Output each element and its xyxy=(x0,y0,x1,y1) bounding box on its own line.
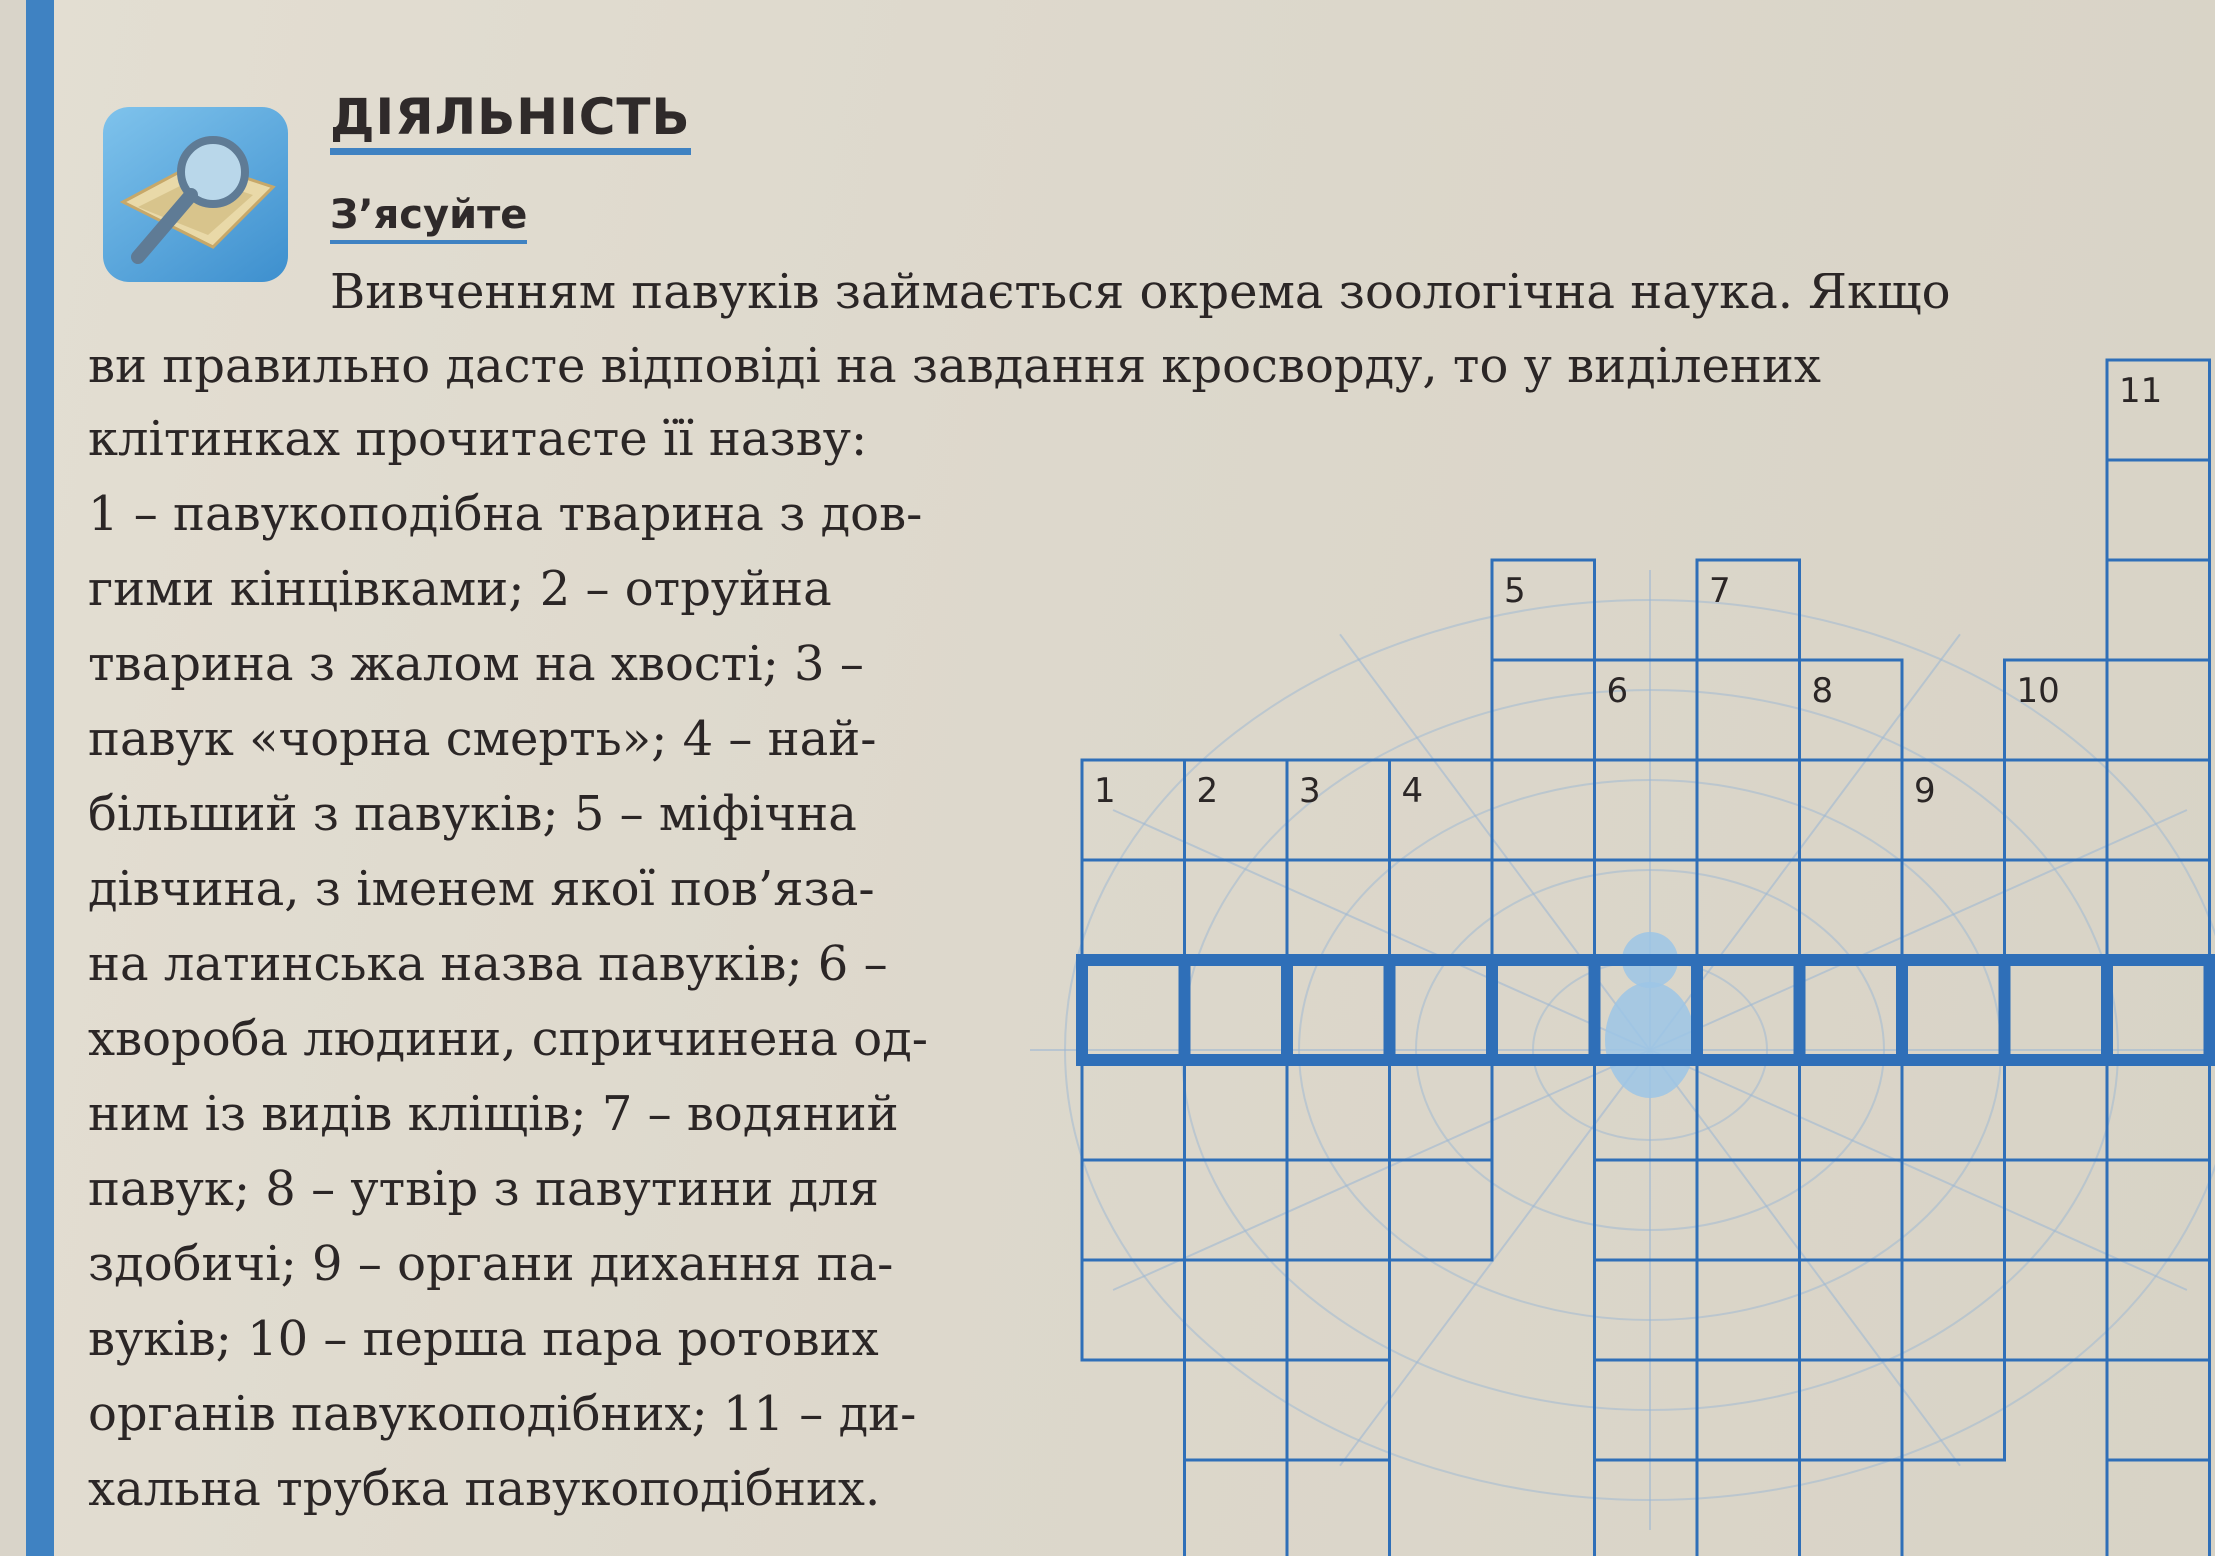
intro-line: Вивченням павуків займається окрема зоологічна наука. Якщо xyxy=(330,264,1951,320)
crossword-cell xyxy=(1800,760,1903,860)
crossword-cell xyxy=(1082,1060,1185,1160)
clue-number: 4 xyxy=(1401,771,1424,811)
clue-number: 6 xyxy=(1606,671,1629,711)
crossword-cell xyxy=(1697,1160,1800,1260)
section-heading: ДІЯЛЬНІСТЬ xyxy=(330,88,691,155)
crossword-cell xyxy=(2107,960,2210,1060)
clue-line: вуків; 10 – перша пара ротових xyxy=(88,1311,879,1367)
crossword-cell xyxy=(2005,960,2108,1060)
crossword-cell xyxy=(1287,1060,1390,1160)
clue-line: дівчина, з іменем якої пов’яза- xyxy=(88,861,875,917)
crossword-cell xyxy=(1800,1060,1903,1160)
clue-number: 8 xyxy=(1811,671,1834,711)
clue-number: 2 xyxy=(1196,771,1219,811)
clue-line: гими кінцівками; 2 – отруйна xyxy=(88,561,832,617)
crossword-cell xyxy=(1697,760,1800,860)
clue-line: тварина з жалом на хвості; 3 – xyxy=(88,636,864,692)
highlighted-cell xyxy=(2005,960,2108,1060)
intro-line: ви правильно дасте відповіді на завдання кросворду, то у виділених xyxy=(88,338,1821,394)
task-title: З’ясуйте xyxy=(330,192,527,244)
crossword-cell xyxy=(1390,860,1493,960)
crossword-cell xyxy=(1595,1160,1698,1260)
crossword-cell xyxy=(2107,1360,2210,1460)
crossword-cell xyxy=(2107,1160,2210,1260)
crossword-cell xyxy=(1800,960,1903,1060)
clue-line: хвороба людини, спричинена од- xyxy=(88,1011,928,1067)
clue-line: хальна трубка павукоподібних. xyxy=(88,1461,881,1517)
crossword-cell xyxy=(2005,760,2108,860)
clue-number: 1 xyxy=(1094,771,1116,811)
crossword-cell xyxy=(2107,1060,2210,1160)
crossword-cell xyxy=(2107,660,2210,760)
crossword-cell xyxy=(1902,1060,2005,1160)
crossword-cell xyxy=(1185,1460,1288,1556)
clue-line: 1 – павукоподібна тварина з дов- xyxy=(88,486,923,542)
clue-line: павук «чорна смерть»; 4 – най- xyxy=(88,711,877,767)
crossword-cell xyxy=(1185,860,1288,960)
crossword-cell xyxy=(1082,960,1185,1060)
crossword-cell xyxy=(1800,1260,1903,1360)
crossword-cell xyxy=(2005,1060,2108,1160)
crossword-cell xyxy=(1595,1260,1698,1360)
crossword-cell xyxy=(1492,860,1595,960)
crossword-cell xyxy=(1287,1260,1390,1360)
crossword-cell xyxy=(1492,960,1595,1060)
clue-line: більший з павуків; 5 – міфічна xyxy=(88,786,857,842)
crossword-cell xyxy=(1082,1260,1185,1360)
clue-line: павук; 8 – утвір з павутини для xyxy=(88,1161,879,1217)
crossword-cell xyxy=(1185,1160,1288,1260)
crossword-cell xyxy=(1902,1160,2005,1260)
crossword-cell xyxy=(1697,660,1800,760)
crossword-cell xyxy=(1800,1160,1903,1260)
web-thread xyxy=(1113,1050,1650,1290)
clue-number: 10 xyxy=(2016,671,2060,711)
crossword-cell xyxy=(1697,960,1800,1060)
crossword-cell xyxy=(1185,1260,1288,1360)
crossword-cell xyxy=(2107,760,2210,860)
spider-body xyxy=(1605,982,1695,1098)
crossword-cell xyxy=(1185,960,1288,1060)
highlighted-cell xyxy=(1492,960,1595,1060)
crossword-cell xyxy=(1185,1360,1288,1460)
crossword-cell xyxy=(1082,1160,1185,1260)
crossword-cell xyxy=(2107,860,2210,960)
crossword-cell xyxy=(1697,1360,1800,1460)
highlighted-cell xyxy=(1800,960,1903,1060)
clue-number: 5 xyxy=(1504,571,1526,611)
crossword-cell xyxy=(1697,1460,1800,1556)
crossword-cell xyxy=(2107,1460,2210,1556)
crossword-cell xyxy=(1082,860,1185,960)
crossword-cell xyxy=(1390,1060,1493,1160)
crossword-cell xyxy=(1390,1160,1493,1260)
crossword-cell xyxy=(1287,1360,1390,1460)
highlighted-cell xyxy=(1082,960,1185,1060)
crossword-cell xyxy=(2005,860,2108,960)
highlighted-cell xyxy=(1697,960,1800,1060)
web-thread xyxy=(1113,810,1650,1050)
crossword-cell xyxy=(1697,860,1800,960)
highlighted-cell xyxy=(2107,960,2210,1060)
highlighted-cell xyxy=(1390,960,1493,1060)
clue-number: 3 xyxy=(1299,771,1321,811)
crossword-cell xyxy=(1185,1060,1288,1160)
web-thread xyxy=(1340,1050,1650,1466)
crossword-cell xyxy=(1492,660,1595,760)
crossword-cell xyxy=(1595,1460,1698,1556)
clue-number: 11 xyxy=(2119,371,2163,411)
highlighted-cell xyxy=(1185,960,1288,1060)
clue-line: клітинках прочитаєте її назву: xyxy=(88,411,868,467)
crossword-cell xyxy=(2005,1160,2108,1260)
clue-line: на латинська назва павуків; 6 – xyxy=(88,936,888,992)
crossword-cell xyxy=(1390,960,1493,1060)
clue-line: органів павукоподібних; 11 – ди- xyxy=(88,1386,917,1442)
crossword-cell xyxy=(1492,760,1595,860)
crossword-cell xyxy=(2107,1260,2210,1360)
crossword-cell xyxy=(1902,960,2005,1060)
crossword-cell xyxy=(1595,760,1698,860)
clue-line: здобичі; 9 – органи дихання па- xyxy=(88,1236,894,1292)
clue-number: 9 xyxy=(1914,771,1936,811)
crossword-cell xyxy=(2107,460,2210,560)
clue-number: 7 xyxy=(1709,571,1731,611)
clue-line: ним із видів кліщів; 7 – водяний xyxy=(88,1086,899,1142)
crossword-cell xyxy=(1800,1460,1903,1556)
highlighted-cell xyxy=(1902,960,2005,1060)
crossword-cell xyxy=(1287,1460,1390,1556)
crossword-cell xyxy=(2107,560,2210,660)
